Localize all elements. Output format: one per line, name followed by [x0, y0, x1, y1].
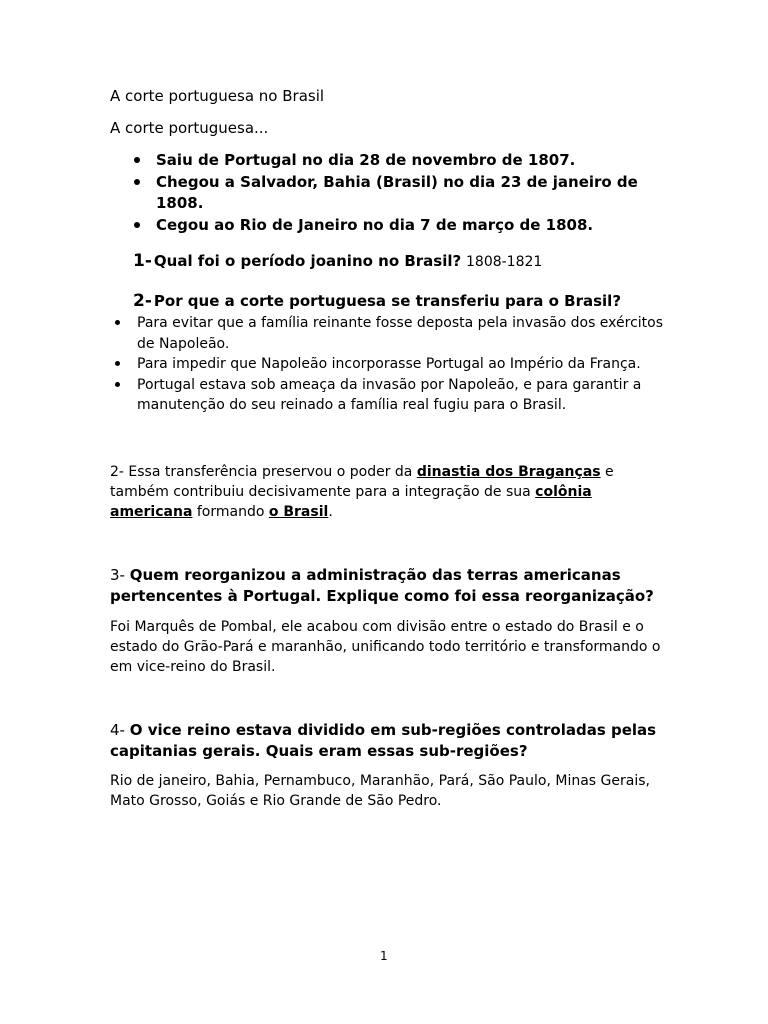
list-item: Portugal estava sob ameaça da invasão por Napoleão, e para garantir a manutenção do seu reinado a família real fugiu para o Brasil.	[110, 375, 670, 416]
term-dinastia: dinastia dos Braganças	[416, 464, 601, 480]
bullet-icon	[115, 361, 120, 366]
term-brasil: o Brasil	[268, 504, 329, 520]
bullet-icon	[134, 179, 140, 185]
question-1-answer: 1808-1821	[466, 254, 543, 270]
facts-list	[126, 150, 646, 237]
bullet-icon	[115, 320, 120, 325]
question-1: 1- Qual foi o período joanino no Brasil? 1808-1821	[133, 251, 543, 271]
question-4-answer: Rio de janeiro, Bahia, Pernambuco, Maranhão, Pará, São Paulo, Minas Gerais, Mato Grosso, Goiás e Rio Grande de São Pedro.	[110, 773, 650, 809]
question-2-answers	[110, 313, 670, 416]
document-subtitle: A corte portuguesa...	[110, 119, 269, 137]
question-2: 2- Por que a corte portuguesa se transferiu para o Brasil?	[133, 291, 622, 311]
question-3-answer: Foi Marquês de Pombal, ele acabou com divisão entre o estado do Brasil e o estado do Grão-Pará e maranhão, unificando todo território e transformando o em vice-reino do Brasil.	[110, 619, 661, 675]
question-4: 4- O vice reino estava dividido em sub-regiões controladas pelas capitanias gerais. Quais eram essas sub-regiões?	[110, 721, 657, 760]
list-item: Chegou a Salvador, Bahia (Brasil) no dia 23 de janeiro de 1808.	[126, 172, 646, 214]
page-number: 1	[380, 949, 388, 963]
list-item: Para impedir que Napoleão incorporasse Portugal ao Império da França.	[110, 354, 670, 375]
list-item: Para evitar que a família reinante fosse deposta pela invasão dos exércitos de Napoleão.	[110, 313, 670, 354]
question-3: 3- Quem reorganizou a administração das terras americanas pertencentes à Portugal. Explique como foi essa reorganização?	[110, 566, 654, 605]
document-title: A corte portuguesa no Brasil	[110, 87, 325, 105]
term-colonia: colônia americana	[110, 484, 592, 520]
paragraph-2: 2- Essa transferência preservou o poder da dinastia dos Braganças e também contribuiu decisivamente para a integração de sua colônia americana formando o Brasil.	[110, 464, 614, 520]
bullet-icon	[134, 157, 140, 163]
bullet-icon	[134, 222, 140, 228]
list-item: Saiu de Portugal no dia 28 de novembro de 1807.	[126, 150, 646, 171]
bullet-icon	[115, 382, 120, 387]
list-item: Cegou ao Rio de Janeiro no dia 7 de março de 1808.	[126, 215, 646, 236]
